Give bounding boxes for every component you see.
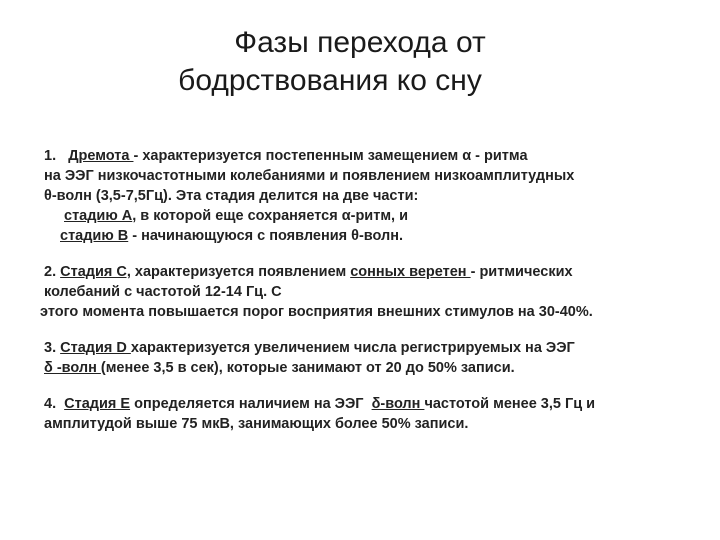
slide-title-line-2: бодрствования ко сну [178,64,482,97]
item-number: 3. [44,340,61,356]
sub-item-a-text: , в которой еще сохраняется α-ритм, и [132,208,409,224]
paragraph-3-line-1 [44,338,704,358]
paragraph-1-text: - характеризуется постепенным замещением α - ритма [133,148,528,164]
sub-item-b-text: - начинающуюся с появления θ-волн. [128,228,403,244]
paragraph-4-line-2: амплитудой выше 75 мкВ, занимающих более 50% записи. [44,416,469,432]
paragraph-3 [44,338,704,378]
paragraph-4-text-rest: частотой менее 3,5 Гц и [424,396,596,412]
paragraph-2-line-3: этого момента повышается порог восприятия внешних стимулов на 30-40%. [40,304,593,320]
paragraph-4-text: определяется наличием на ЭЭГ [130,396,372,412]
paragraph-2 [40,262,704,322]
paragraph-2-text-rest: - ритмических [470,264,573,280]
term-stage-d: Стадия D [60,340,131,356]
sub-item-b [44,226,704,246]
paragraph-2-line-2: колебаний с частотой 12-14 Гц. С [44,284,282,300]
paragraph-2-line-1 [44,262,704,282]
paragraph-3-text-rest: (менее 3,5 в сек), которые занимают от 20 до 50% записи. [100,360,515,376]
sub-item-a [44,206,704,226]
item-number: 1. [44,148,69,164]
term-delta-waves: δ -волн [44,360,101,376]
paragraph-1 [44,146,704,246]
paragraph-4-line-1 [44,394,704,414]
slide-body [40,146,704,450]
term-stage-a: стадию А [64,208,133,224]
paragraph-3-line-2 [44,358,704,378]
paragraph-4 [44,394,704,434]
term-stage-c: Стадия С, [60,264,131,280]
paragraph-1-line-2: на ЭЭГ низкочастотными колебаниями и появлением низкоамплитудных [44,168,575,184]
paragraph-1-line-1 [44,146,704,166]
paragraph-3-text: характеризуется увеличением числа регистрируемых на ЭЭГ [130,340,575,356]
item-number: 2. [44,264,61,280]
item-number: 4. [44,396,65,412]
slide-title-line-1: Фазы перехода от [234,26,486,59]
term-sleep-spindles: сонных веретен [350,264,471,280]
term-dremota: Дремота [68,148,134,164]
paragraph-1-line-3: θ-волн (3,5-7,5Гц). Эта стадия делится на две части: [44,188,419,204]
slide-title [0,24,720,100]
paragraph-2-text: характеризуется появлением [130,264,351,280]
term-stage-e: Стадия Е [64,396,131,412]
term-stage-b: стадию В [60,228,129,244]
term-delta-waves-2: δ-волн [371,396,425,412]
